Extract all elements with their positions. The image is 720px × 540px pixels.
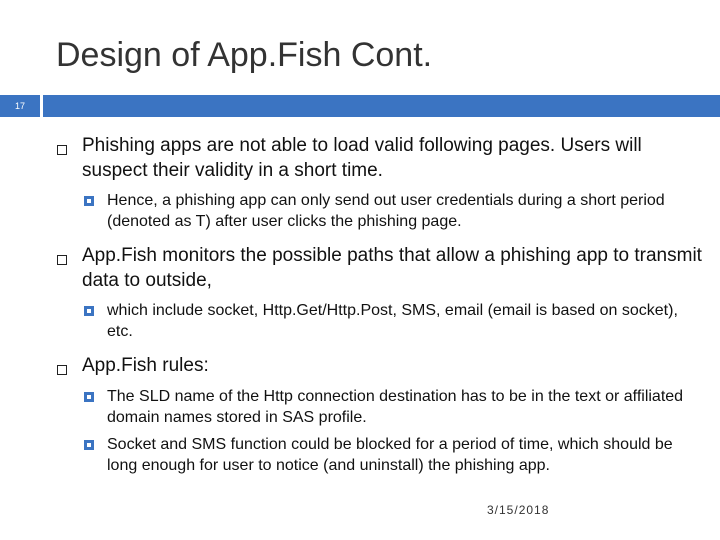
- slide-title: Design of App.Fish Cont.: [56, 36, 433, 74]
- sub-bullet-text: The SLD name of the Http connection destination has to be in the text or affiliated domain names stored in SAS profile.: [107, 388, 684, 426]
- bullet-text: App.Fish rules:: [82, 355, 209, 376]
- sub-bullet-icon: [84, 440, 94, 450]
- bullet-text: App.Fish monitors the possible paths that allow a phishing app to transmit data to outside,: [82, 245, 702, 291]
- sub-bullet-icon: [84, 392, 94, 402]
- slide-date: 3/15/2018: [487, 503, 550, 517]
- slide-number: 17: [0, 95, 40, 117]
- square-bullet-icon: [57, 255, 67, 265]
- square-bullet-icon: [57, 365, 67, 375]
- bullet-text: Phishing apps are not able to load valid following pages. Users will suspect their validity in a short time.: [82, 135, 642, 181]
- sub-bullet-icon: [84, 196, 94, 206]
- sub-bullet-text: Socket and SMS function could be blocked for a period of time, which should be long enough for user to notice (and uninstall) the phishing app.: [107, 436, 673, 474]
- square-bullet-icon: [57, 145, 67, 155]
- sub-bullet-text: Hence, a phishing app can only send out user credentials during a short period (denoted as T) after user clicks the phishing page.: [107, 192, 665, 230]
- sub-bullet-text: which include socket, Http.Get/Http.Post, SMS, email (email is based on socket), etc.: [107, 302, 678, 340]
- sub-bullet-icon: [84, 306, 94, 316]
